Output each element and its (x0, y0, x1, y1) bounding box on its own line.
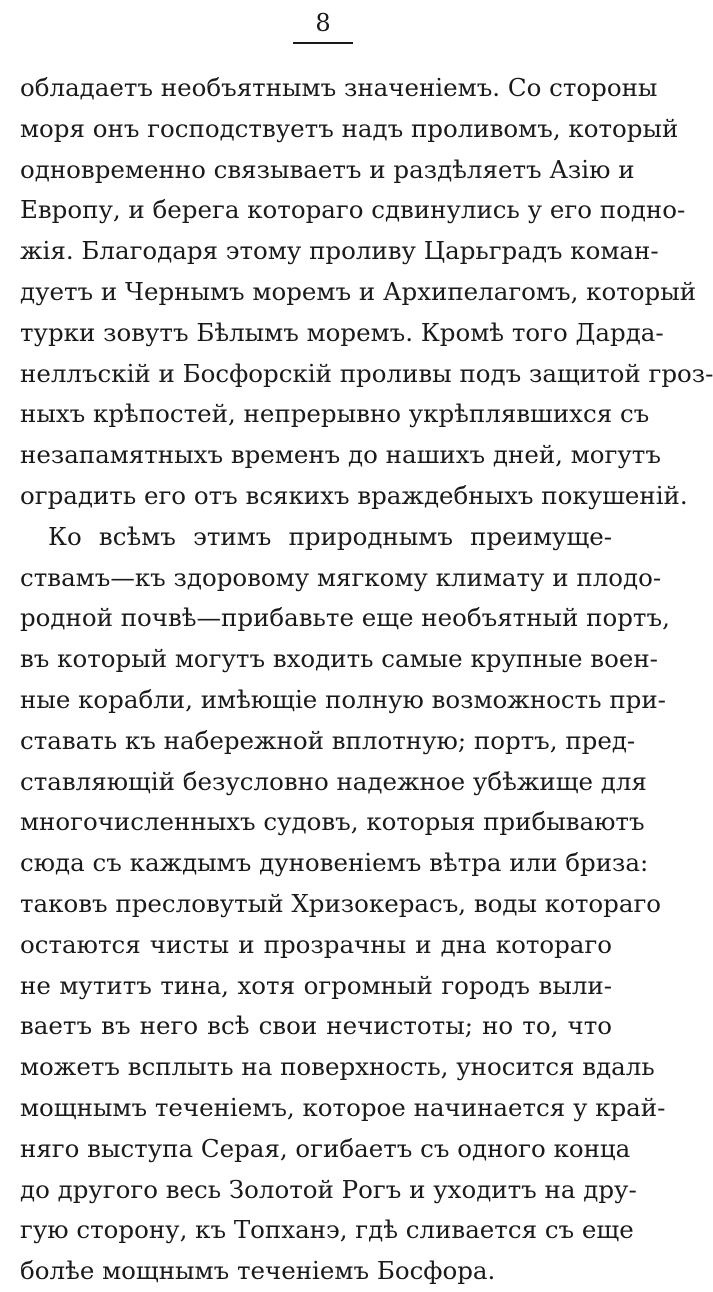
page-number-rule (293, 42, 353, 44)
text-line: турки зовутъ Бѣлымъ моремъ. Кромѣ того Дарда- (20, 317, 664, 347)
text-line: родной почвѣ—прибавьте еще необъятный портъ, (20, 603, 670, 633)
text-line: въ который могутъ входить самые крупные воен- (20, 644, 658, 674)
text-line: незапамятныхъ временъ до нашихъ дней, могутъ (20, 440, 661, 470)
text-line: сюда съ каждымъ дуновеніемъ вѣтра или бриза: (20, 848, 649, 878)
text-line: до другого весь Золотой Рогъ и уходитъ на дру- (20, 1174, 637, 1204)
text-line: жія. Благодаря этому проливу Царьградъ коман- (20, 236, 659, 266)
text-line: ваетъ въ него всѣ свои нечистоты; но то, что (20, 1011, 612, 1041)
text-line: гую сторону, къ Топханэ, гдѣ сливается съ еще (20, 1215, 634, 1245)
text-line: оградить его отъ всякихъ враждебныхъ покушеній. (20, 480, 688, 510)
text-line: болѣе мощнымъ теченіемъ Босфора. (20, 1256, 496, 1286)
text-line: обладаетъ необъятнымъ значеніемъ. Со стороны (20, 73, 658, 102)
text-line: можетъ всплыть на поверхность, уносится вдаль (20, 1052, 655, 1082)
text-line: ныхъ крѣпостей, непрерывно укрѣплявшихся съ (20, 399, 650, 429)
text-line: многочисленныхъ судовъ, которыя прибываютъ (20, 807, 645, 837)
text-line: ствамъ—къ здоровому мягкому климату и плодо- (20, 562, 662, 592)
text-line: ставляющій безусловно надежное убѣжище для (20, 766, 647, 796)
text-line: ные корабли, имѣющіе полную возможность при- (20, 684, 666, 714)
page-number: 8 (315, 9, 331, 37)
body-text (20, 68, 713, 1292)
text-line: таковъ пресловутый Хризокерасъ, воды котораго (20, 888, 662, 918)
text-line: мощнымъ теченіемъ, которое начинается у край- (20, 1092, 666, 1122)
text-line: Европу, и берега котораго сдвинулись у его подно- (20, 195, 686, 225)
text-line: одновременно связываетъ и раздѣляетъ Азію и (20, 154, 635, 184)
text-line: неллъскій и Босфорскій проливы подъ защитой гроз- (20, 358, 713, 388)
text-line: дуетъ и Чернымъ моремъ и Архипелагомъ, который (20, 276, 697, 306)
text-line: моря онъ господствуетъ надъ проливомъ, который (20, 113, 679, 143)
text-line: не мутитъ тина, хотя огромный городъ выли- (20, 970, 612, 1000)
text-line: ставать къ набережной вплотную; портъ, пред- (20, 725, 636, 755)
text-line: остаются чисты и прозрачны и дна котораго (20, 929, 612, 959)
text-line: няго выступа Серая, огибаетъ съ одного конца (20, 1133, 631, 1163)
text-line: Ко всѣмъ этимъ природнымъ преимуще- (48, 521, 612, 551)
